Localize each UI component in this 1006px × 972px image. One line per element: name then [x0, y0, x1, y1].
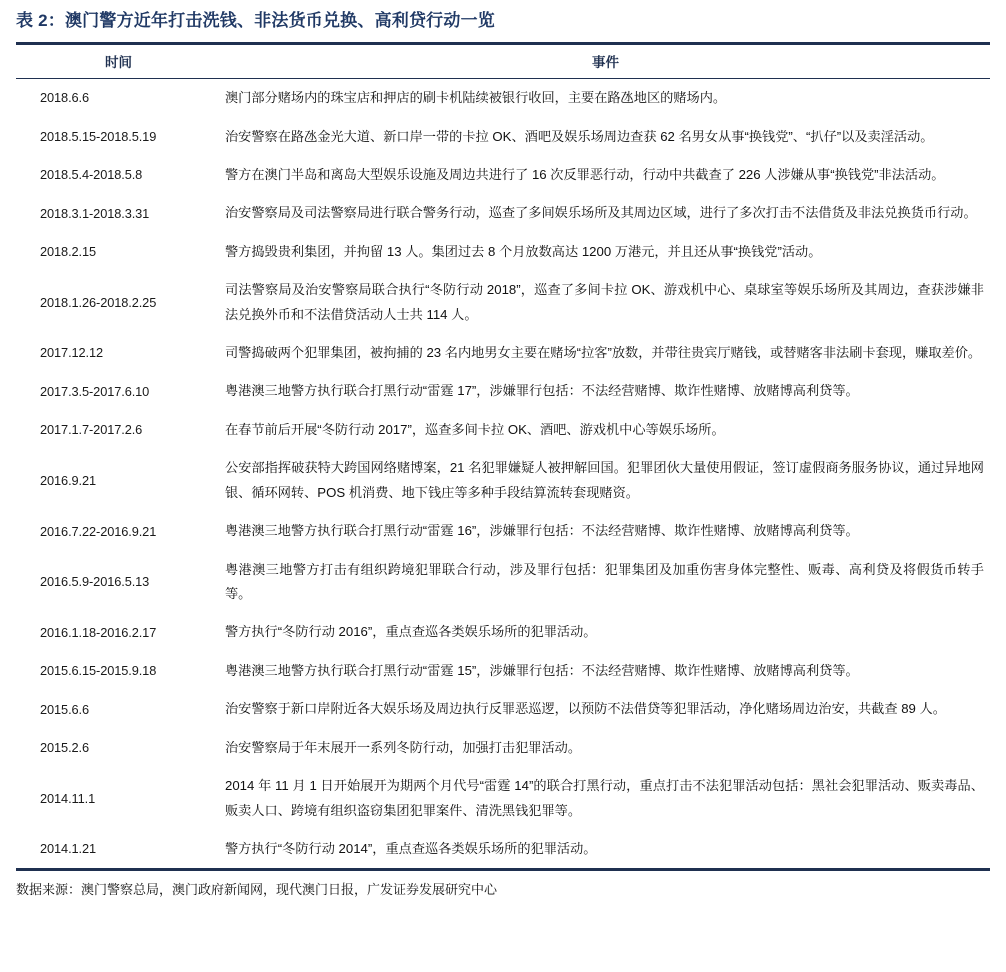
- table-row: [16, 118, 990, 156]
- column-header-date: 时间: [105, 55, 132, 71]
- cell-date: 2016.5.9-2016.5.13: [40, 574, 150, 590]
- cell-event: 粤港澳三地警方执行联合打黑行动“雷霆 15”，涉嫌罪行包括：不法经营赌博、欺诈性赌博、放赌博高利贷等。: [225, 662, 859, 678]
- header-row: [16, 45, 990, 78]
- table-row: [16, 512, 990, 550]
- table-row: [16, 372, 990, 410]
- table-header: [16, 45, 990, 78]
- table-row: [16, 830, 990, 868]
- cell-date: 2015.6.6: [40, 701, 90, 717]
- table-row: [16, 652, 990, 690]
- table-row: [16, 690, 990, 728]
- table-row: [16, 194, 990, 232]
- cell-date: 2018.1.26-2018.2.25: [40, 294, 157, 310]
- cell-event: 粤港澳三地警方执行联合打黑行动“雷霆 17”，涉嫌罪行包括：不法经营赌博、欺诈性赌博、放赌博高利贷等。: [225, 383, 859, 399]
- table-row: [16, 271, 990, 334]
- cell-date: 2017.1.7-2017.2.6: [40, 422, 143, 438]
- cell-date: 2016.9.21: [40, 472, 97, 488]
- cell-event: 治安警察局及司法警察局进行联合警务行动，巡查了多间娱乐场所及其周边区域，进行了多次打击不法借货及非法兑换货币行动。: [225, 205, 977, 221]
- cell-date: 2015.6.15-2015.9.18: [40, 663, 157, 679]
- table-row: [16, 233, 990, 271]
- cell-event: 警方捣毁贵利集团，并拘留 13 人。集团过去 8 个月放数高达 1200 万港元，并且还从事“换钱党”活动。: [225, 243, 822, 259]
- page-title: 表 2：澳门警方近年打击洗钱、非法货币兑换、高利贷行动一览: [16, 11, 495, 30]
- cell-date: 2018.2.15: [40, 244, 97, 260]
- table-row: [16, 729, 990, 767]
- table-body: [16, 79, 990, 868]
- cell-event: 公安部指挥破获特大跨国网络赌博案，21 名犯罪嫌疑人被押解回国。犯罪团伙大量使用假证，签订虚假商务服务协议，通过异地网银、循环网转、POS 机消费、地下钱庄等多种手段结算流转套现赌资。: [225, 460, 984, 500]
- cell-event: 治安警察于新口岸附近各大娱乐场及周边执行反罪恶巡逻，以预防不法借贷等犯罪活动，净化赌场周边治安，共截查 89 人。: [225, 701, 946, 717]
- cell-date: 2015.2.6: [40, 740, 90, 756]
- cell-event: 澳门部分赌场内的珠宝店和押店的刷卡机陆续被银行收回，主要在路氹地区的赌场内。: [225, 90, 727, 106]
- cell-date: 2016.1.18-2016.2.17: [40, 624, 157, 640]
- cell-date: 2018.6.6: [40, 90, 90, 106]
- table-row: [16, 449, 990, 512]
- cell-event: 警方在澳门半岛和离岛大型娱乐设施及周边共进行了 16 次反罪恶行动，行动中共截查了 226 人涉嫌从事“换钱党”非法活动。: [225, 166, 945, 182]
- cell-event: 粤港澳三地警方执行联合打黑行动“雷霆 16”，涉嫌罪行包括：不法经营赌博、欺诈性赌博、放赌博高利贷等。: [225, 523, 859, 539]
- cell-event: 司法警察局及治安警察局联合执行“冬防行动 2018”，巡查了多间卡拉 OK、游戏机中心、桌球室等娱乐场所及其周边，查获涉嫌非法兑换外币和不法借贷活动人士共 114 人。: [225, 282, 984, 322]
- table-row: [16, 79, 990, 117]
- table-row: [16, 156, 990, 194]
- cell-date: 2014.11.1: [40, 790, 96, 806]
- cell-event: 粤港澳三地警方打击有组织跨境犯罪联合行动，涉及罪行包括：犯罪集团及加重伤害身体完整性、贩毒、高利贷及将假货币转手等。: [225, 561, 984, 601]
- operations-table: [16, 45, 990, 78]
- table-row: [16, 334, 990, 372]
- table-row: [16, 551, 990, 614]
- cell-event: 警方执行“冬防行动 2014”，重点查巡各类娱乐场所的犯罪活动。: [225, 840, 597, 856]
- table-row: [16, 411, 990, 449]
- cell-date: 2018.5.15-2018.5.19: [40, 128, 157, 144]
- cell-date: 2016.7.22-2016.9.21: [40, 523, 157, 539]
- operations-table-body: [16, 79, 990, 868]
- cell-date: 2017.12.12: [40, 345, 104, 361]
- cell-date: 2018.3.1-2018.3.31: [40, 205, 150, 221]
- cell-event: 司警捣破两个犯罪集团，被拘捕的 23 名内地男女主要在赌场“拉客”放数，并带往贵宾厅赌钱，或替赌客非法刷卡套现，赚取差价。: [225, 345, 982, 361]
- cell-event: 治安警察在路氹金光大道、新口岸一带的卡拉 OK、酒吧及娱乐场周边查获 62 名男女从事“换钱党”、“扒仔”以及卖淫活动。: [225, 128, 934, 144]
- cell-date: 2018.5.4-2018.5.8: [40, 167, 143, 183]
- table-row: [16, 613, 990, 651]
- cell-event: 警方执行“冬防行动 2016”，重点查巡各类娱乐场所的犯罪活动。: [225, 624, 597, 640]
- cell-date: 2014.1.21: [40, 841, 97, 857]
- source-note: 数据来源：澳门警察总局，澳门政府新闻网，现代澳门日报，广发证券发展研究中心: [16, 882, 498, 898]
- cell-date: 2017.3.5-2017.6.10: [40, 383, 150, 399]
- table-row: [16, 767, 990, 830]
- cell-event: 治安警察局于年末展开一系列冬防行动，加强打击犯罪活动。: [225, 739, 582, 755]
- cell-event: 2014 年 11 月 1 日开始展开为期两个月代号“雷霆 14”的联合打黑行动，重点打击不法犯罪活动包括：黑社会犯罪活动、贩卖毒品、贩卖人口、跨境有组织盗窃集团犯罪案件、清洗黑钱犯罪等。: [225, 778, 984, 818]
- column-header-event: 事件: [592, 55, 619, 71]
- cell-event: 在春节前后开展“冬防行动 2017”，巡查多间卡拉 OK、酒吧、游戏机中心等娱乐场所。: [225, 421, 725, 437]
